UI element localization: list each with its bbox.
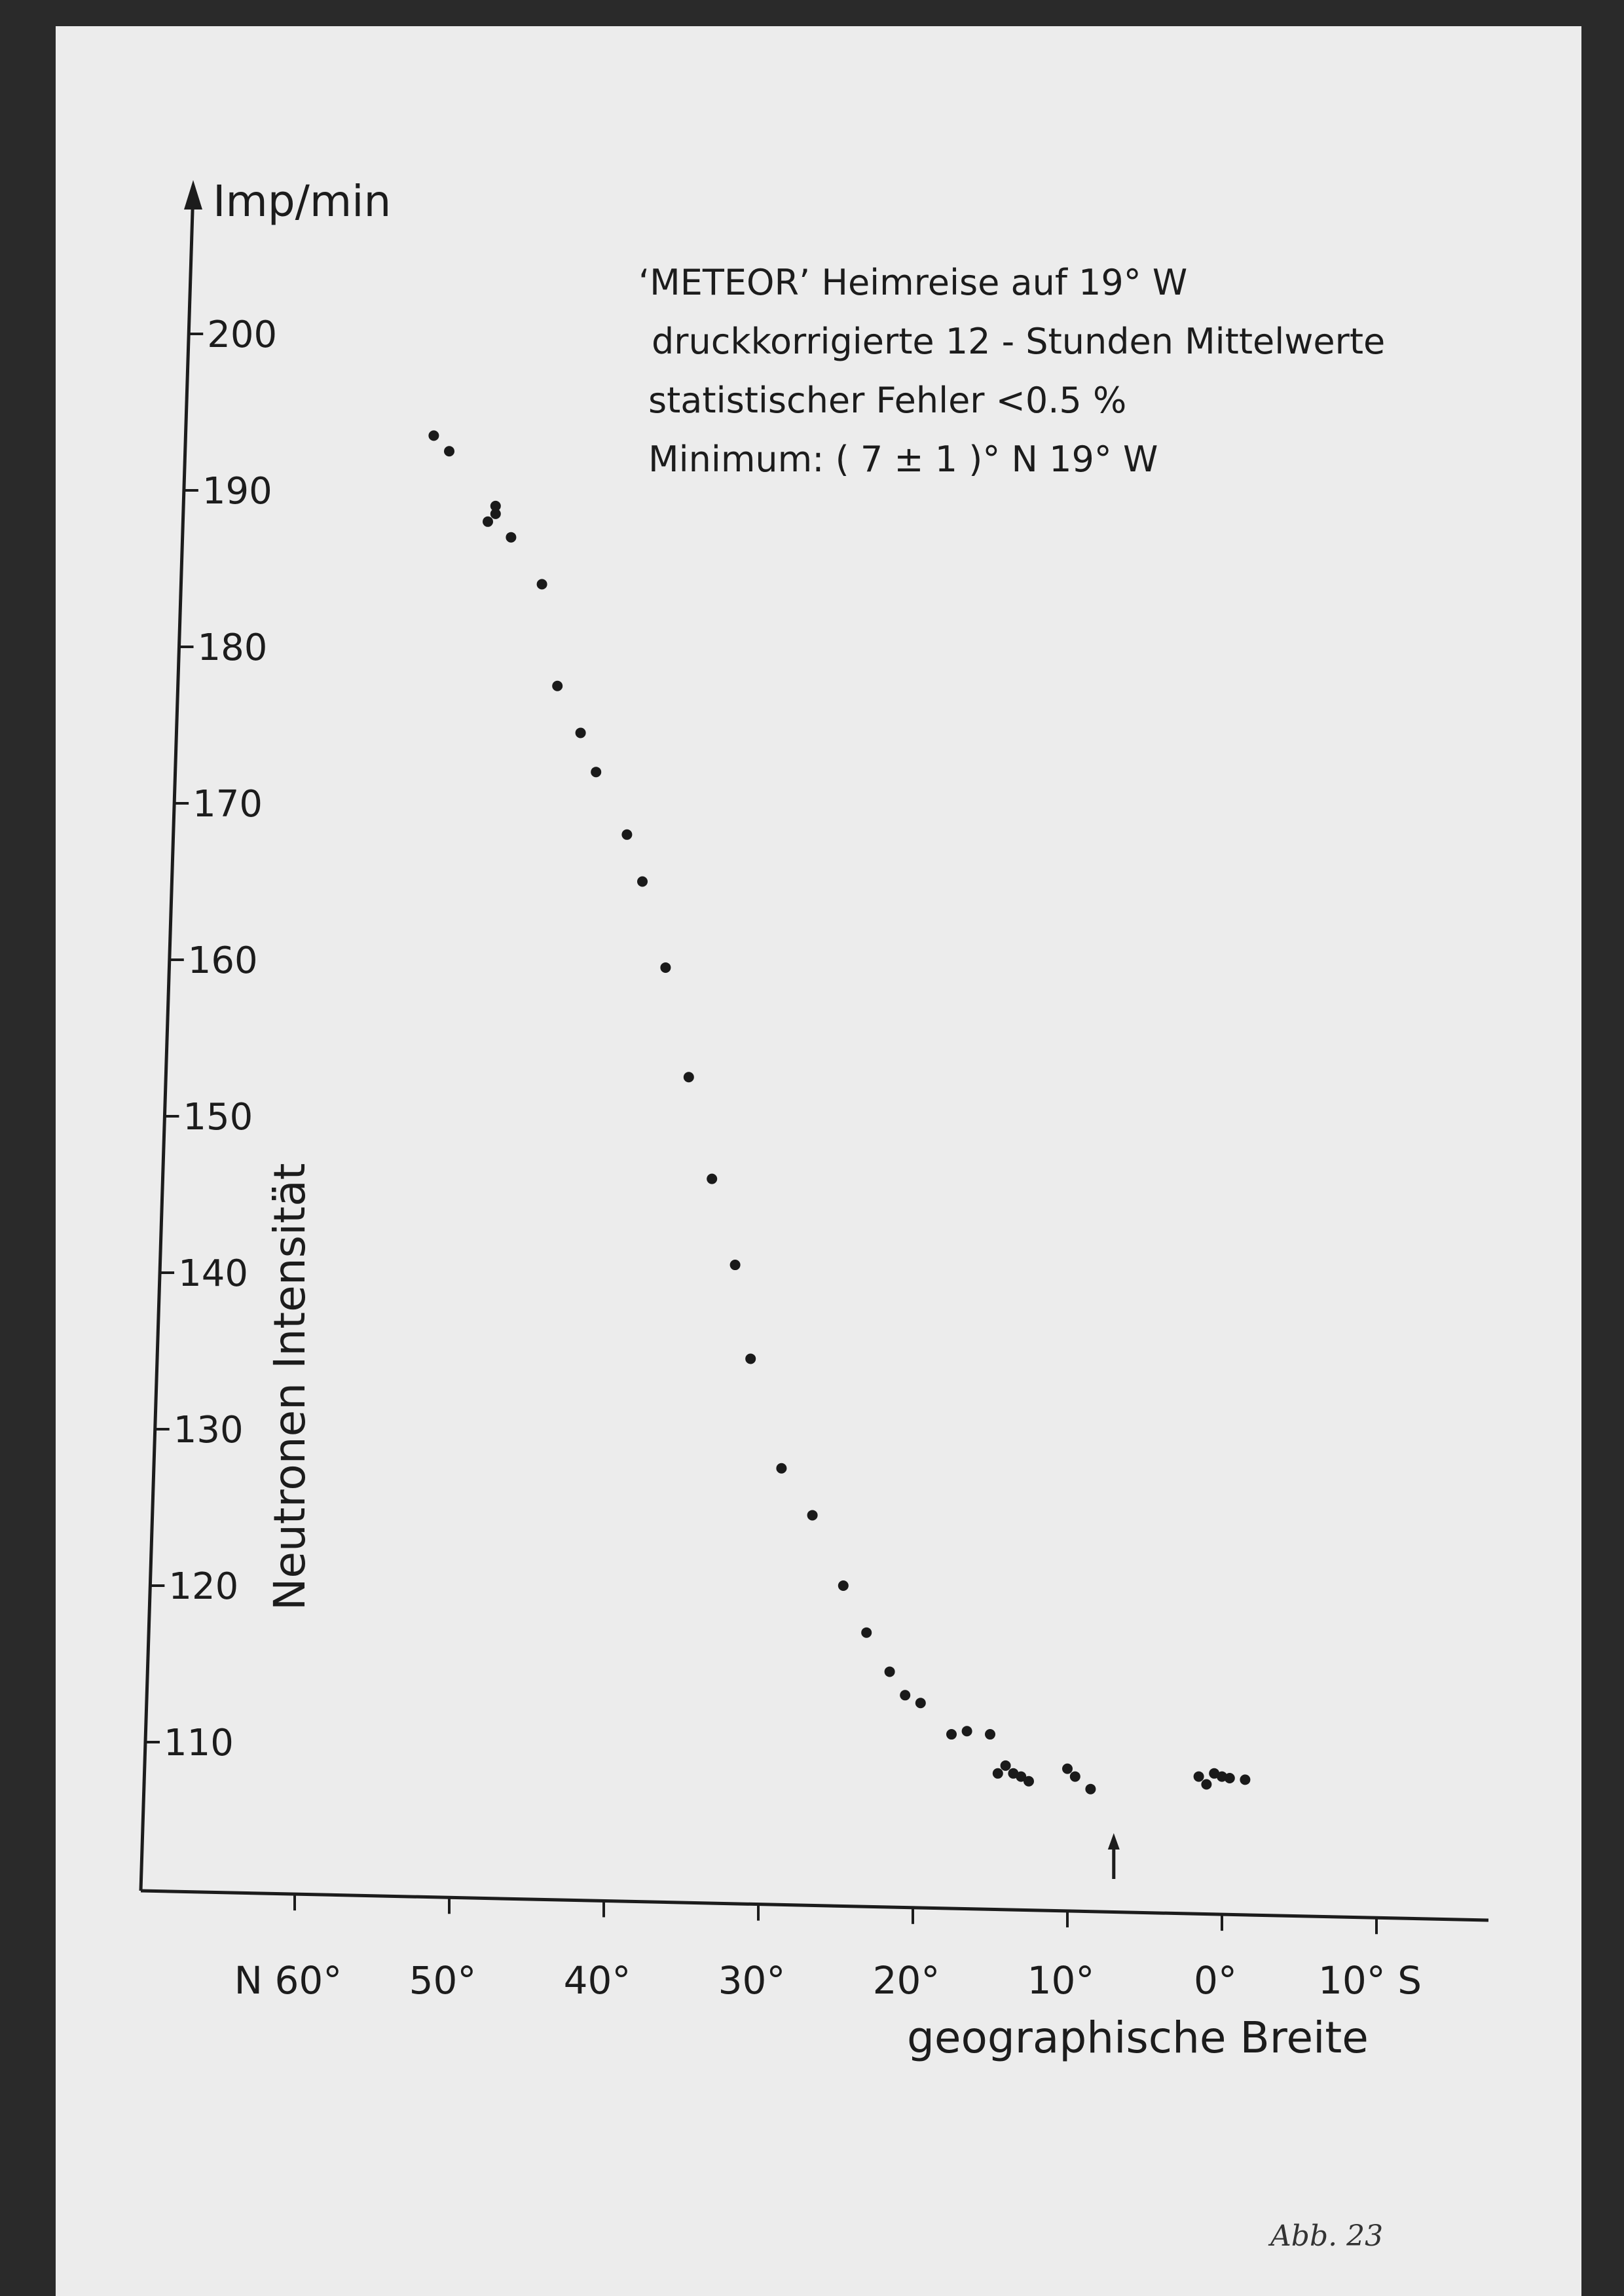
data-point-39 xyxy=(1225,1773,1235,1783)
data-point-0 xyxy=(428,430,439,441)
data-point-21 xyxy=(885,1666,895,1677)
chart-title-line-1: ‘METEOR’ Heimreise auf 19° W xyxy=(638,262,1188,303)
data-point-22 xyxy=(900,1690,910,1700)
x-ticks xyxy=(234,1894,1422,2003)
x-tick-label-5: 10° xyxy=(1027,1958,1095,2003)
data-point-25 xyxy=(962,1726,972,1736)
y-ticks xyxy=(145,314,277,1764)
y-tick-label-5: 150 xyxy=(183,1096,253,1139)
minimum-marker-arrowhead xyxy=(1108,1833,1120,1850)
y-axis-title: Neutronen Intensität xyxy=(265,1163,315,1611)
data-point-11 xyxy=(637,877,648,887)
x-tick-label-6: 0° xyxy=(1194,1958,1237,2003)
x-tick-label-0: N 60° xyxy=(234,1958,342,2003)
data-point-27 xyxy=(993,1768,1003,1779)
chart-page xyxy=(56,26,1581,2296)
data-point-16 xyxy=(745,1353,756,1364)
data-point-7 xyxy=(552,681,563,691)
y-unit-label: Imp/min xyxy=(213,176,392,227)
data-point-32 xyxy=(1062,1764,1073,1774)
data-point-1 xyxy=(444,446,454,456)
chart-title-line-3: statistischer Fehler <0.5 % xyxy=(648,380,1127,421)
data-point-2 xyxy=(483,517,493,527)
data-points xyxy=(428,430,1250,1879)
data-point-14 xyxy=(707,1174,717,1184)
data-point-5 xyxy=(506,532,516,543)
y-tick-label-9: 110 xyxy=(163,1722,234,1764)
data-point-23 xyxy=(915,1698,926,1708)
data-point-17 xyxy=(776,1463,786,1474)
y-axis-line xyxy=(141,190,193,1891)
data-point-36 xyxy=(1201,1779,1211,1790)
data-point-24 xyxy=(946,1729,957,1740)
data-point-4 xyxy=(490,509,501,519)
data-point-10 xyxy=(621,829,632,840)
data-point-31 xyxy=(1024,1776,1034,1787)
x-axis-title: geographische Breite xyxy=(907,2013,1369,2063)
y-tick-label-1: 190 xyxy=(202,470,272,513)
y-tick-label-6: 140 xyxy=(178,1252,248,1295)
data-point-18 xyxy=(807,1510,818,1520)
y-tick-label-2: 180 xyxy=(197,627,268,669)
y-tick-label-8: 120 xyxy=(168,1565,239,1608)
scatter-chart xyxy=(56,26,1581,2296)
data-point-13 xyxy=(684,1072,694,1082)
x-tick-label-3: 30° xyxy=(718,1958,786,2003)
data-point-9 xyxy=(591,767,601,777)
data-point-26 xyxy=(985,1729,995,1740)
figure-number-note: Abb. 23 xyxy=(1270,2219,1384,2253)
x-tick-label-1: 50° xyxy=(409,1958,477,2003)
x-axis-line xyxy=(141,1891,1488,1920)
data-point-12 xyxy=(660,962,671,973)
data-point-40 xyxy=(1240,1774,1250,1785)
chart-title-line-4: Minimum: ( 7 ± 1 )° N 19° W xyxy=(648,439,1158,480)
data-point-34 xyxy=(1085,1784,1096,1795)
y-tick-label-0: 200 xyxy=(207,314,278,356)
y-tick-label-7: 130 xyxy=(173,1409,244,1451)
data-point-33 xyxy=(1070,1772,1080,1782)
data-point-15 xyxy=(730,1260,741,1270)
data-point-6 xyxy=(537,579,547,589)
y-tick-label-4: 160 xyxy=(187,939,258,982)
x-tick-label-7: 10° S xyxy=(1318,1958,1422,2003)
data-point-20 xyxy=(861,1628,872,1638)
x-tick-label-4: 20° xyxy=(872,1958,940,2003)
data-point-35 xyxy=(1194,1772,1204,1782)
chart-title-line-2: druckkorrigierte 12 - Stunden Mittelwerte xyxy=(652,321,1386,362)
x-tick-label-2: 40° xyxy=(563,1958,631,2003)
y-tick-label-3: 170 xyxy=(193,783,263,826)
data-point-28 xyxy=(1001,1760,1011,1771)
y-axis-arrowhead xyxy=(184,180,202,210)
data-point-19 xyxy=(838,1580,849,1591)
data-point-8 xyxy=(576,727,586,738)
